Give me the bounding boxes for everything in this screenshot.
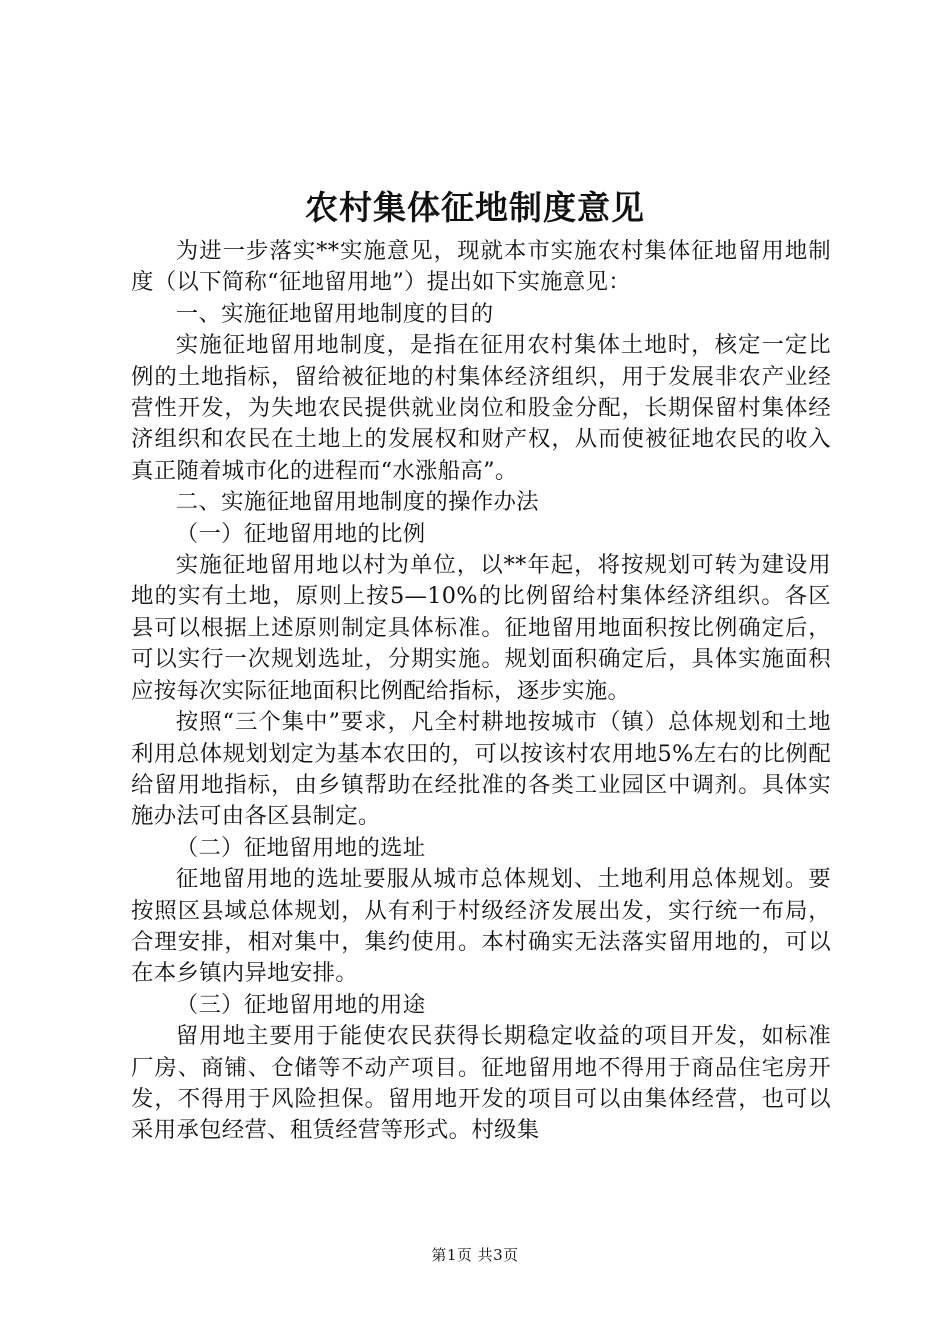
- subsection-heading-site: （二）征地留用地的选址: [175, 834, 426, 861]
- paragraph-three-concentrations: 按照“三个集中”要求，凡全村耕地按城市（镇）总体规划和土地利用总体规划划定为基本农田的，可以按该村农用地5%左右的比例配给留用地指标，由乡镇帮助在经批准的各类工业园区中调剂。具体实施办法可由各区县制定。: [131, 709, 831, 830]
- section-heading-1: 一、实施征地留用地制度的目的: [175, 300, 494, 327]
- paragraph-purpose: 实施征地留用地制度，是指在征用农村集体土地时，核定一定比例的土地指标，留给被征地的村集体经济组织，用于发展非农产业经营性开发，为失地农民提供就业岗位和股金分配，长期保留村集体经济组织和农民在土地上的发展权和财产权，从而使被征地农民的收入真正随着城市化的进程而“水涨船高”。: [131, 332, 831, 484]
- paragraph-usage: 留用地主要用于能使农民获得长期稳定收益的项目开发，如标准厂房、商铺、仓储等不动产项目。征地留用地不得用于商品住宅房开发，不得用于风险担保。留用地开发的项目可以由集体经营，也可以采用承包经营、租赁经营等形式。村级集: [131, 1023, 831, 1144]
- page-footer: 第1页 共3页: [431, 1246, 519, 1264]
- document-title: 农村集体征地制度意见: [305, 188, 645, 227]
- document-body: [131, 236, 831, 1147]
- section-heading-2: 二、实施征地留用地制度的操作办法: [175, 489, 539, 516]
- paragraph-site: 征地留用地的选址要服从城市总体规划、土地利用总体规划。要按照区县域总体规划，从有利于村级经济发展出发，实行统一布局，合理安排，相对集中，集约使用。本村确实无法落实留用地的，可以在本乡镇内异地安排。: [131, 866, 831, 987]
- paragraph-ratio: 实施征地留用地以村为单位，以**年起，将按规划可转为建设用地的实有土地，原则上按5—10%的比例留给村集体经济组织。各区县可以根据上述原则制定具体标准。征地留用地面积按比例确定后，可以实行一次规划选址，分期实施。规划面积确定后，具体实施面积应按每次实际征地面积比例配给指标，逐步实施。: [131, 552, 831, 704]
- subsection-heading-usage: （三）征地留用地的用途: [175, 991, 426, 1018]
- paragraph-intro: 为进一步落实**实施意见，现就本市实施农村集体征地留用地制度（以下简称“征地留用地”）提出如下实施意见：: [131, 238, 831, 296]
- subsection-heading-ratio: （一）征地留用地的比例: [175, 520, 426, 547]
